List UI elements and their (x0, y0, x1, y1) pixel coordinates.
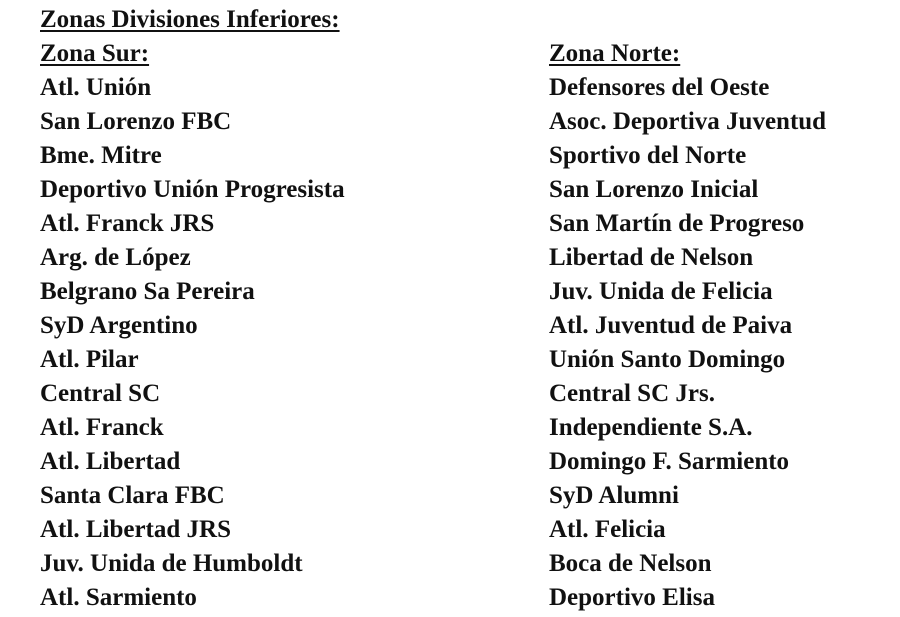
team-item: Bme. Mitre (40, 142, 162, 169)
zona-norte-column (549, 37, 826, 615)
team-item: Sportivo del Norte (549, 142, 747, 169)
team-item: Atl. Pilar (40, 346, 139, 373)
team-item: Atl. Unión (40, 74, 152, 101)
zona-sur-column (40, 37, 345, 615)
team-item: Independiente S.A. (549, 414, 753, 441)
team-item: Defensores del Oeste (549, 74, 770, 101)
team-item: Atl. Sarmiento (40, 584, 197, 611)
team-item: Juv. Unida de Humboldt (40, 550, 303, 577)
team-item: Central SC Jrs. (549, 380, 715, 407)
team-item: Juv. Unida de Felicia (549, 278, 773, 305)
zona-sur-heading: Zona Sur: (40, 40, 150, 67)
team-item: SyD Argentino (40, 312, 198, 339)
team-item: Arg. de López (40, 244, 191, 271)
team-item: SyD Alumni (549, 482, 679, 509)
team-item: Atl. Libertad JRS (40, 516, 231, 543)
team-item: Atl. Juventud de Paiva (549, 312, 793, 339)
zona-sur-team-list (40, 71, 345, 615)
zona-norte-heading: Zona Norte: (549, 40, 681, 67)
team-item: Deportivo Elisa (549, 584, 715, 611)
team-item: Atl. Libertad (40, 448, 181, 475)
team-item: San Martín de Progreso (549, 210, 805, 237)
team-item: San Lorenzo FBC (40, 108, 232, 135)
team-item: Libertad de Nelson (549, 244, 754, 271)
team-item: Santa Clara FBC (40, 482, 225, 509)
document-title: Zonas Divisiones Inferiores: (40, 6, 340, 33)
document (40, 3, 890, 613)
team-item: Deportivo Unión Progresista (40, 176, 345, 203)
team-item: San Lorenzo Inicial (549, 176, 759, 203)
team-item: Central SC (40, 380, 161, 407)
zona-norte-team-list (549, 71, 826, 615)
team-item: Belgrano Sa Pereira (40, 278, 255, 305)
team-item: Atl. Franck JRS (40, 210, 215, 237)
team-item: Domingo F. Sarmiento (549, 448, 790, 475)
team-item: Asoc. Deportiva Juventud (549, 108, 827, 135)
team-item: Unión Santo Domingo (549, 346, 786, 373)
team-item: Boca de Nelson (549, 550, 712, 577)
team-item: Atl. Franck (40, 414, 164, 441)
team-item: Atl. Felicia (549, 516, 666, 543)
